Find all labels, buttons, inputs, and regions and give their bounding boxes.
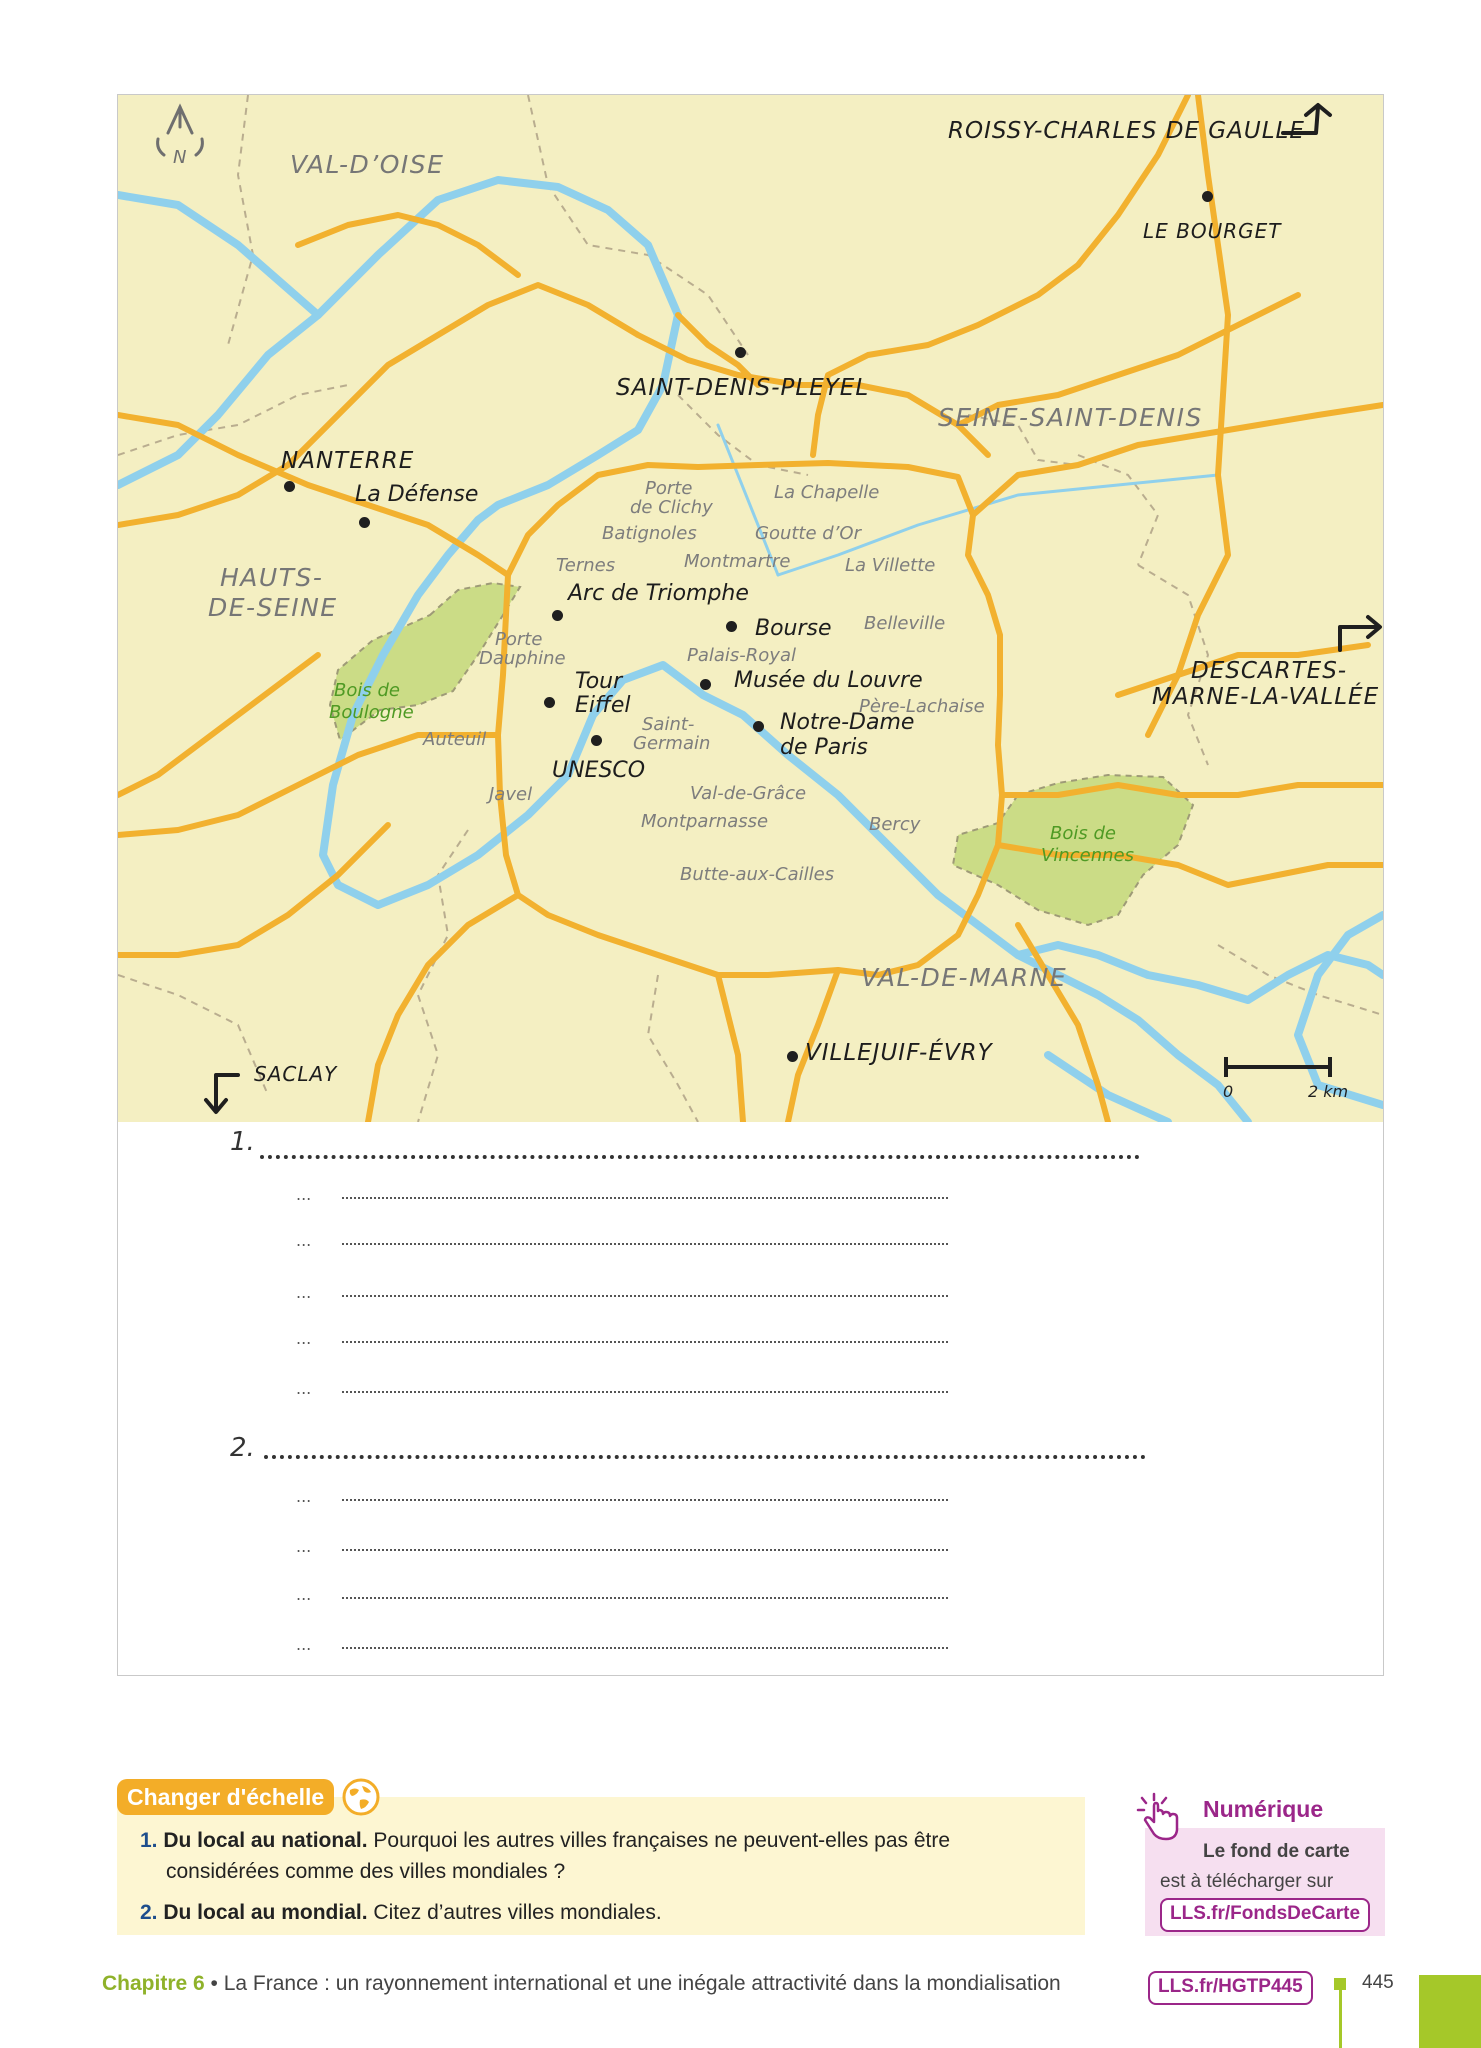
monument-tour-eiffel-2: Eiffel <box>575 693 631 718</box>
answer-sub-line[interactable]: ... <box>296 1495 948 1509</box>
marne-river <box>1018 945 1383 1000</box>
city-roissy: ROISSY-CHARLES DE GAULLE <box>948 118 1305 144</box>
dot-notre-dame <box>753 721 764 732</box>
answer-sub-line[interactable]: ... <box>296 1337 948 1351</box>
district-butte-aux-cailles: Butte-aux-Cailles <box>680 864 835 885</box>
city-descartes-2: MARNE-LA-VALLÉE <box>1152 684 1380 710</box>
answer-line-1[interactable] <box>260 1155 1140 1159</box>
seine-loop-east <box>1298 915 1383 1105</box>
city-descartes-1: DESCARTES- <box>1191 658 1348 684</box>
district-porte-clichy-2: de Clichy <box>630 497 713 518</box>
monument-bourse: Bourse <box>755 616 832 641</box>
scale-end: 2 km <box>1308 1082 1349 1101</box>
district-saint-germain-2: Germain <box>633 733 711 754</box>
district-porte-dauphine-2: Dauphine <box>479 648 566 669</box>
a6 <box>718 975 743 1122</box>
district-porte-clichy-1: Porte <box>645 478 693 499</box>
footer-bar <box>1339 1990 1342 2048</box>
wood-boulogne-2: Boulogne <box>329 702 414 723</box>
district-javel: Javel <box>489 784 533 805</box>
district-bercy: Bercy <box>869 814 921 835</box>
a13 <box>118 735 498 835</box>
dot-la-defense <box>359 517 370 528</box>
district-goutte-dor: Goutte d’Or <box>755 523 861 544</box>
dot-tour-eiffel <box>544 697 555 708</box>
changer-echelle-question-2: 2. Du local au mondial. Citez d’autres villes mondiales. <box>140 1901 662 1924</box>
dot-nanterre <box>284 481 295 492</box>
district-val-de-grace: Val-de-Grâce <box>690 783 807 804</box>
district-la-villette: La Villette <box>845 555 936 576</box>
district-belleville: Belleville <box>864 613 946 634</box>
dot-louvre <box>700 679 711 690</box>
answer-sub-line[interactable]: ... <box>296 1387 948 1401</box>
wood-vincennes-1: Bois de <box>1050 823 1116 844</box>
numerique-line-1: Le fond de carte <box>1203 1841 1350 1862</box>
footer-chapter <box>102 1972 1061 1996</box>
globe-icon <box>342 1778 380 1816</box>
city-villejuif: VILLEJUIF-ÉVRY <box>805 1040 993 1066</box>
changer-echelle-tab: Changer d'échelle <box>117 1779 334 1815</box>
district-ternes: Ternes <box>556 555 616 576</box>
district-pere-lachaise: Père-Lachaise <box>859 696 985 717</box>
city-la-defense: La Défense <box>355 482 479 507</box>
district-palais-royal: Palais-Royal <box>687 645 796 666</box>
dept-hauts-de-seine-2: DE-SEINE <box>208 593 338 622</box>
wood-boulogne-1: Bois de <box>334 680 400 701</box>
dept-hauts-de-seine-1: HAUTS- <box>220 563 324 592</box>
north-label: N <box>173 147 187 168</box>
footer-link[interactable]: LLS.fr/HGTP445 <box>1148 1971 1313 2005</box>
dot-villejuif <box>787 1051 798 1062</box>
dot-unesco <box>591 735 602 746</box>
dept-val-de-marne: VAL-DE-MARNE <box>861 963 1068 992</box>
monument-tour-eiffel-1: Tour <box>575 669 623 694</box>
answer-number-1: 1. <box>230 1127 255 1157</box>
numerique-line-2: est à télécharger sur <box>1160 1871 1334 1892</box>
answer-number-2: 2. <box>230 1433 255 1463</box>
city-le-bourget: LE BOURGET <box>1143 219 1282 243</box>
footer-chapter-title: • La France : un rayonnement international et une inégale attractivité dans la mondialisation <box>204 1972 1061 1995</box>
page-corner-tab <box>1419 1975 1481 2048</box>
a1-roissy <box>813 95 1188 455</box>
boulogne-road <box>118 655 318 795</box>
district-montparnasse: Montparnasse <box>641 811 769 832</box>
dot-saint-denis <box>735 347 746 358</box>
dept-seine-saint-denis: SEINE-SAINT-DENIS <box>938 403 1203 432</box>
paris-region-map <box>118 95 1383 1122</box>
click-hand-icon <box>1132 1790 1188 1842</box>
fonds-de-carte-link[interactable]: LLS.fr/FondsDeCarte <box>1160 1898 1370 1932</box>
saclay-arrow <box>206 1075 238 1112</box>
dot-bourse <box>726 621 737 632</box>
numerique-title: Numérique <box>1203 1796 1324 1822</box>
answer-sub-line[interactable]: ... <box>296 1593 948 1607</box>
answer-sub-line[interactable]: ... <box>296 1545 948 1559</box>
monument-louvre: Musée du Louvre <box>734 668 923 693</box>
footer-chapter-label: Chapitre 6 <box>102 1972 205 1995</box>
changer-echelle-question-1-cont: considérées comme des villes mondiales ? <box>166 1860 566 1883</box>
answer-sub-line[interactable]: ... <box>296 1643 948 1657</box>
footer-square <box>1334 1978 1346 1990</box>
district-saint-germain-1: Saint- <box>642 714 695 735</box>
city-nanterre: NANTERRE <box>281 448 415 474</box>
a10 <box>368 895 518 1122</box>
answer-area <box>118 1125 1383 1675</box>
district-batignoles: Batignoles <box>602 523 697 544</box>
district-montmartre: Montmartre <box>684 551 791 572</box>
monument-notre-dame-2: de Paris <box>780 735 868 760</box>
dot-le-bourget <box>1202 191 1213 202</box>
scale-zero: 0 <box>1223 1082 1234 1101</box>
changer-echelle-question-1: 1. Du local au national. Pourquoi les autres villes françaises ne peuvent-elles pas être <box>140 1829 951 1852</box>
city-saclay: SACLAY <box>254 1062 338 1086</box>
wood-vincennes-2: Vincennes <box>1041 845 1134 866</box>
monument-unesco: UNESCO <box>552 758 646 783</box>
district-porte-dauphine-1: Porte <box>495 629 543 650</box>
answer-line-2[interactable] <box>264 1455 1146 1459</box>
page-number: 445 <box>1362 1972 1394 1993</box>
answer-sub-line[interactable]: ... <box>296 1193 948 1207</box>
answer-sub-line[interactable]: ... <box>296 1291 948 1305</box>
district-auteuil: Auteuil <box>423 729 487 750</box>
dept-val-doise: VAL-D’OISE <box>290 150 445 179</box>
district-la-chapelle: La Chapelle <box>774 482 880 503</box>
city-saint-denis: SAINT-DENIS-PLEYEL <box>616 375 870 401</box>
dot-arc-de-triomphe <box>552 610 563 621</box>
answer-sub-line[interactable]: ... <box>296 1239 948 1253</box>
monument-arc-de-triomphe: Arc de Triomphe <box>568 581 749 606</box>
monument-notre-dame-1: Notre-Dame <box>780 710 915 735</box>
